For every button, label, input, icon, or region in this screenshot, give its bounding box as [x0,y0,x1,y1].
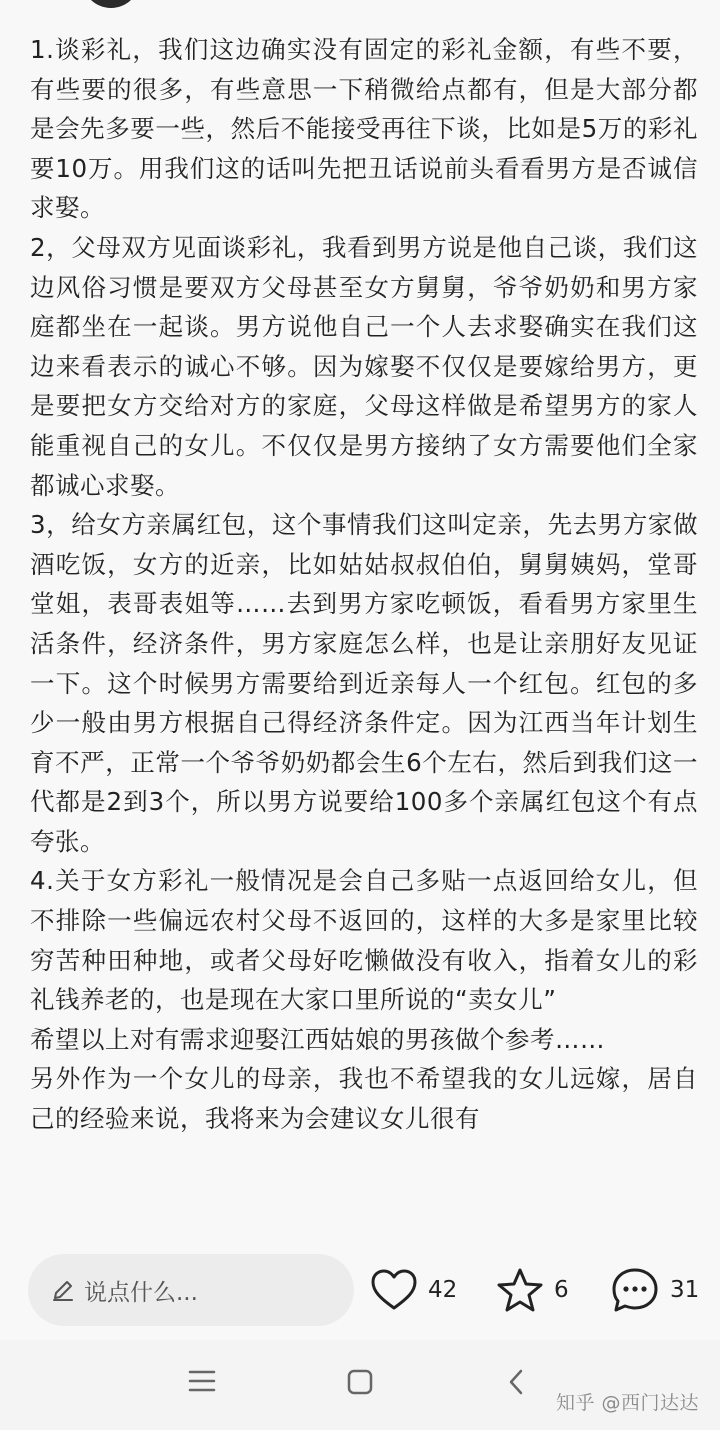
paragraph-4: 4.关于女方彩礼一般情况是会自己多贴一点返回给女儿，但不排除一些偏远农村父母不返回的，这样的大多是家里比较穷苦种田种地，或者父母好吃懒做没有收入，指着女儿的彩礼钱养老的，也是现在大家口里所说的“卖女儿” [30,866,698,1015]
favorite-count: 6 [554,1277,569,1303]
comment-count: 31 [670,1277,700,1303]
back-icon[interactable] [506,1368,526,1396]
like-button[interactable] [370,1264,457,1316]
like-count: 42 [428,1277,458,1303]
watermark: 知乎 @西门达达 [556,1392,700,1414]
square-icon[interactable] [346,1368,374,1396]
paragraph-6: 另外作为一个女儿的母亲，我也不希望我的女儿远嫁，居自己的经验来说，我将来为会建议女儿很有 [30,1064,698,1134]
comment-input[interactable] [28,1254,354,1326]
star-icon [496,1267,544,1313]
favorite-button[interactable] [496,1264,569,1316]
system-nav-bar [0,1340,720,1430]
paragraph-3: 3，给女方亲属红包，这个事情我们这叫定亲，先去男方家做酒吃饭，女方的近亲，比如姑姑叔叔伯伯，舅舅姨妈，堂哥堂姐，表哥表姐等……去到男方家吃顿饭，看看男方家里生活条件，经济条件，男方家庭怎么样，也是让亲朋好友见证一下。这个时候男方需要给到近亲每人一个红包。红包的多少一般由男方根据自己得经济条件定。因为江西当年计划生育不严，正常一个爷爷奶奶都会生6个左右，然后到我们这一代都是2到3个，所以男方说要给100多个亲属红包这个有点夸张。 [30,510,698,856]
paragraph-2: 2，父母双方见面谈彩礼，我看到男方说是他自己谈，我们这边风俗习惯是要双方父母甚至女方舅舅，爷爷奶奶和男方家庭都坐在一起谈。男方说他自己一个人去求娶确实在我们这边来看表示的诚心不够。因为嫁娶不仅仅是要嫁给男方，更是要把女方交给对方的家庭，父母这样做是希望男方的家人能重视自己的女儿。不仅仅是男方接纳了女方需要他们全家都诚心求娶。 [30,232,698,500]
article-body [30,30,698,1242]
speech-bubble-icon [610,1266,660,1314]
action-bar [0,1244,720,1340]
comments-button[interactable] [610,1264,699,1316]
pencil-icon [50,1277,76,1303]
menu-icon[interactable] [188,1368,216,1394]
comment-placeholder: 说点什么... [84,1279,198,1306]
avatar[interactable] [82,0,140,8]
paragraph-1: 1.谈彩礼，我们这边确实没有固定的彩礼金额，有些不要，有些要的很多，有些意思一下稍微给点都有，但是大部分都是会先多要一些，然后不能接受再往下谈，比如是5万的彩礼要10万。用我们这的话叫先把丑话说前头看看男方是否诚信求娶。 [30,35,698,223]
paragraph-5: 希望以上对有需求迎娶江西姑娘的男孩做个参考…… [30,1024,605,1054]
heart-icon [370,1268,418,1312]
